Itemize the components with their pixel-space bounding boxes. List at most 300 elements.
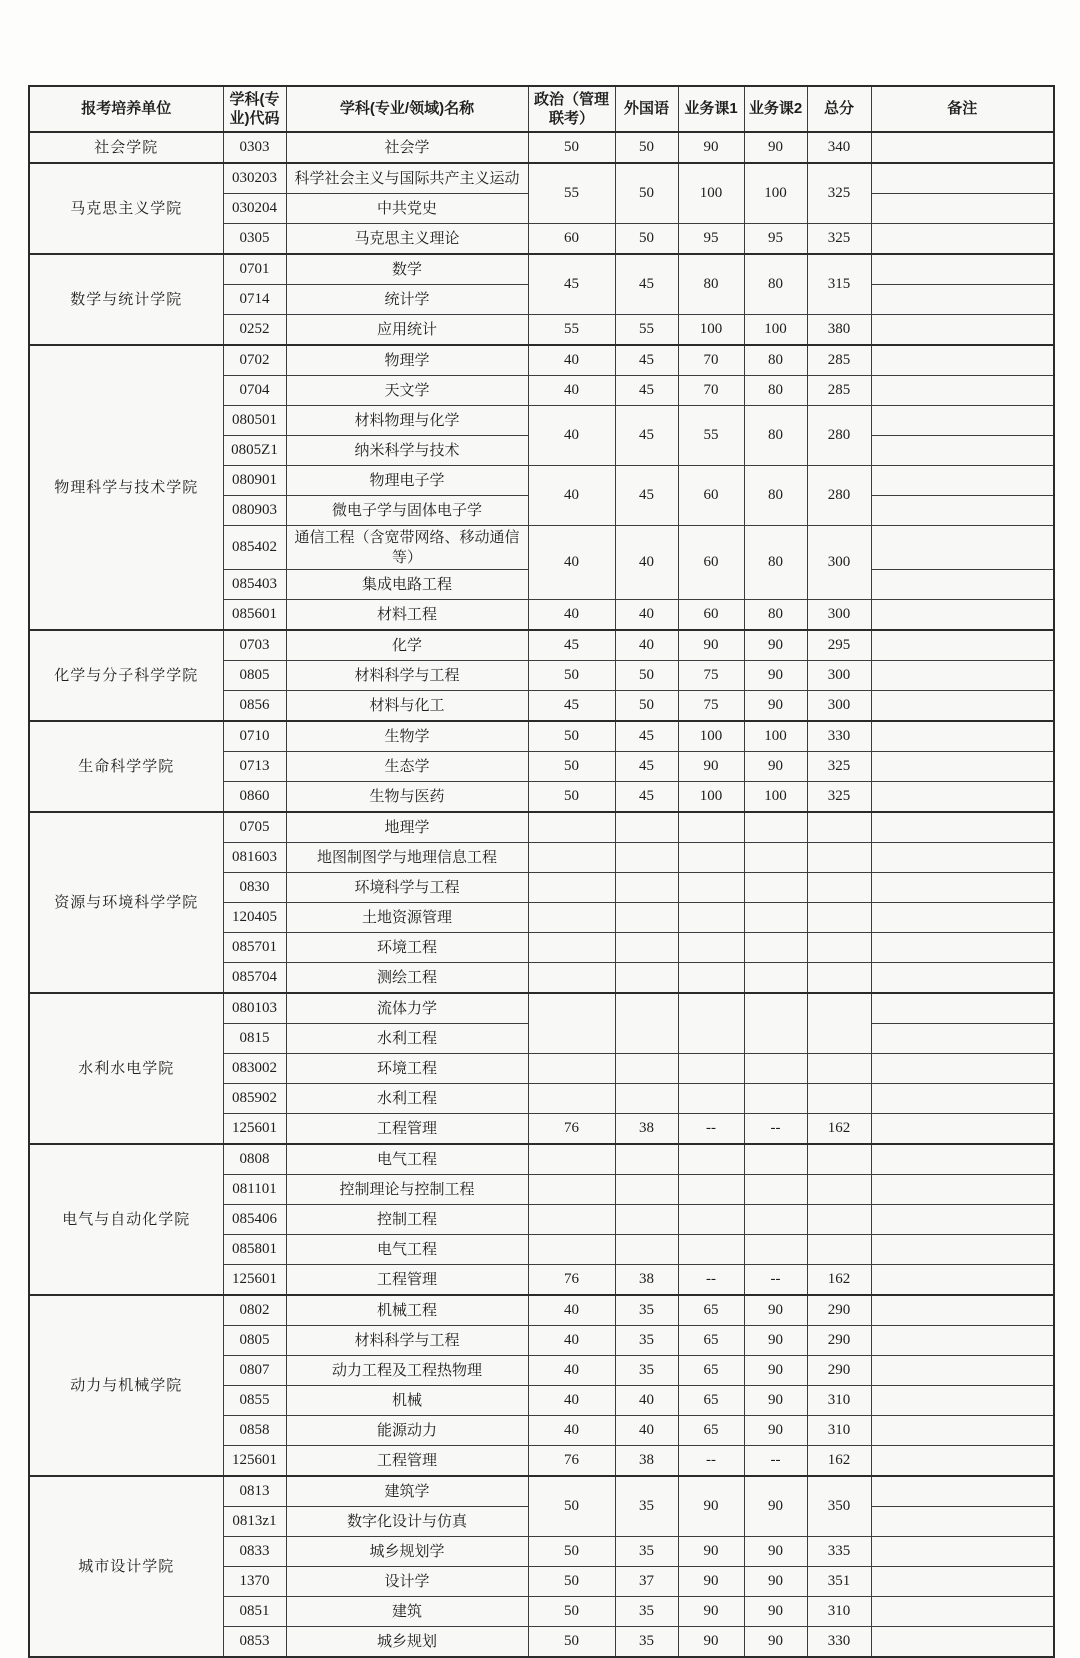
score-course2-cell: --	[744, 1446, 807, 1477]
remark-cell	[871, 1537, 1054, 1567]
score-total-cell	[807, 993, 871, 1054]
code-cell: 085801	[223, 1235, 286, 1265]
score-politics-cell: 55	[528, 163, 615, 224]
name-cell: 工程管理	[286, 1114, 528, 1145]
score-total-cell: 350	[807, 1476, 871, 1537]
score-foreign-cell: 35	[615, 1597, 678, 1627]
score-course2-cell: 90	[744, 1356, 807, 1386]
score-foreign-cell: 45	[615, 406, 678, 466]
name-cell: 材料物理与化学	[286, 406, 528, 436]
admission-score-table	[28, 85, 1055, 1658]
code-cell: 0858	[223, 1416, 286, 1446]
code-cell: 0860	[223, 782, 286, 813]
name-cell: 地图制图学与地理信息工程	[286, 843, 528, 873]
score-course1-cell: 90	[678, 630, 744, 661]
code-cell: 0833	[223, 1537, 286, 1567]
score-course1-cell: 90	[678, 1567, 744, 1597]
score-foreign-cell: 40	[615, 1416, 678, 1446]
score-total-cell	[807, 873, 871, 903]
score-course2-cell: 80	[744, 466, 807, 526]
name-cell: 材料科学与工程	[286, 661, 528, 691]
score-course1-cell: 70	[678, 345, 744, 376]
score-course1-cell: 90	[678, 1597, 744, 1627]
remark-cell	[871, 406, 1054, 436]
score-total-cell	[807, 903, 871, 933]
name-cell: 工程管理	[286, 1446, 528, 1477]
name-cell: 通信工程（含宽带网络、移动通信等）	[286, 526, 528, 570]
score-foreign-cell: 38	[615, 1114, 678, 1145]
header-foreign: 外国语	[615, 86, 678, 132]
score-foreign-cell: 35	[615, 1476, 678, 1537]
name-cell: 机械工程	[286, 1295, 528, 1326]
remark-cell	[871, 600, 1054, 631]
score-foreign-cell: 50	[615, 163, 678, 224]
score-politics-cell: 55	[528, 315, 615, 346]
score-course2-cell: 80	[744, 254, 807, 315]
score-foreign-cell: 55	[615, 315, 678, 346]
score-course2-cell	[744, 1175, 807, 1205]
code-cell: 0703	[223, 630, 286, 661]
remark-cell	[871, 1476, 1054, 1507]
name-cell: 微电子学与固体电子学	[286, 496, 528, 526]
score-total-cell: 300	[807, 691, 871, 722]
score-politics-cell: 50	[528, 661, 615, 691]
name-cell: 控制工程	[286, 1205, 528, 1235]
table-row	[29, 993, 1054, 1024]
score-course1-cell: 55	[678, 406, 744, 466]
remark-cell	[871, 466, 1054, 496]
header-name: 学科(专业/领域)名称	[286, 86, 528, 132]
score-total-cell: 310	[807, 1416, 871, 1446]
remark-cell	[871, 752, 1054, 782]
score-politics-cell	[528, 1054, 615, 1084]
score-course1-cell: 65	[678, 1295, 744, 1326]
name-cell: 土地资源管理	[286, 903, 528, 933]
remark-cell	[871, 1567, 1054, 1597]
score-politics-cell	[528, 812, 615, 843]
score-course1-cell: 60	[678, 466, 744, 526]
name-cell: 纳米科学与技术	[286, 436, 528, 466]
score-politics-cell	[528, 963, 615, 994]
table-row	[29, 254, 1054, 285]
header-course2: 业务课2	[744, 86, 807, 132]
code-cell: 0702	[223, 345, 286, 376]
name-cell: 社会学	[286, 132, 528, 163]
table-row	[29, 345, 1054, 376]
score-total-cell: 285	[807, 345, 871, 376]
code-cell: 030204	[223, 194, 286, 224]
remark-cell	[871, 254, 1054, 285]
score-course2-cell: 90	[744, 132, 807, 163]
score-course2-cell: 95	[744, 224, 807, 255]
score-politics-cell: 45	[528, 254, 615, 315]
score-total-cell: 325	[807, 163, 871, 224]
code-cell: 0252	[223, 315, 286, 346]
score-politics-cell	[528, 1144, 615, 1175]
code-cell: 0713	[223, 752, 286, 782]
score-total-cell: 162	[807, 1446, 871, 1477]
score-foreign-cell	[615, 1175, 678, 1205]
score-course1-cell	[678, 933, 744, 963]
score-course1-cell	[678, 1175, 744, 1205]
name-cell: 物理电子学	[286, 466, 528, 496]
table-row	[29, 163, 1054, 194]
name-cell: 机械	[286, 1386, 528, 1416]
remark-cell	[871, 1627, 1054, 1658]
score-total-cell: 335	[807, 1537, 871, 1567]
score-total-cell	[807, 1235, 871, 1265]
code-cell: 0853	[223, 1627, 286, 1658]
table-row	[29, 721, 1054, 752]
college-cell: 水利水电学院	[29, 993, 223, 1144]
code-cell: 0705	[223, 812, 286, 843]
name-cell: 生物学	[286, 721, 528, 752]
header-politics: 政治（管理联考）	[528, 86, 615, 132]
score-foreign-cell	[615, 933, 678, 963]
code-cell: 120405	[223, 903, 286, 933]
code-cell: 081101	[223, 1175, 286, 1205]
code-cell: 0851	[223, 1597, 286, 1627]
remark-cell	[871, 721, 1054, 752]
score-course2-cell	[744, 843, 807, 873]
score-foreign-cell	[615, 1205, 678, 1235]
remark-cell	[871, 436, 1054, 466]
name-cell: 环境工程	[286, 1054, 528, 1084]
score-foreign-cell: 45	[615, 376, 678, 406]
header-college: 报考培养单位	[29, 86, 223, 132]
code-cell: 0303	[223, 132, 286, 163]
code-cell: 125601	[223, 1114, 286, 1145]
score-politics-cell: 40	[528, 1295, 615, 1326]
remark-cell	[871, 630, 1054, 661]
score-foreign-cell: 35	[615, 1326, 678, 1356]
code-cell: 0802	[223, 1295, 286, 1326]
score-total-cell: 285	[807, 376, 871, 406]
score-foreign-cell: 35	[615, 1537, 678, 1567]
score-politics-cell	[528, 1084, 615, 1114]
code-cell: 085902	[223, 1084, 286, 1114]
score-total-cell	[807, 812, 871, 843]
table-row	[29, 812, 1054, 843]
score-foreign-cell: 45	[615, 466, 678, 526]
name-cell: 控制理论与控制工程	[286, 1175, 528, 1205]
name-cell: 数学	[286, 254, 528, 285]
college-cell: 资源与环境科学学院	[29, 812, 223, 993]
header-remark: 备注	[871, 86, 1054, 132]
remark-cell	[871, 903, 1054, 933]
score-foreign-cell: 38	[615, 1446, 678, 1477]
score-foreign-cell: 38	[615, 1265, 678, 1296]
score-course2-cell: 90	[744, 1295, 807, 1326]
remark-cell	[871, 570, 1054, 600]
name-cell: 统计学	[286, 285, 528, 315]
score-course2-cell: --	[744, 1265, 807, 1296]
code-cell: 0807	[223, 1356, 286, 1386]
score-politics-cell: 40	[528, 1356, 615, 1386]
header-course1: 业务课1	[678, 86, 744, 132]
score-politics-cell: 40	[528, 1326, 615, 1356]
score-total-cell: 290	[807, 1326, 871, 1356]
score-foreign-cell: 35	[615, 1627, 678, 1658]
name-cell: 化学	[286, 630, 528, 661]
score-total-cell	[807, 843, 871, 873]
name-cell: 集成电路工程	[286, 570, 528, 600]
score-politics-cell	[528, 1235, 615, 1265]
code-cell: 0710	[223, 721, 286, 752]
name-cell: 材料工程	[286, 600, 528, 631]
name-cell: 中共党史	[286, 194, 528, 224]
code-cell: 080103	[223, 993, 286, 1024]
score-politics-cell: 50	[528, 721, 615, 752]
score-course1-cell: 100	[678, 163, 744, 224]
name-cell: 生态学	[286, 752, 528, 782]
name-cell: 建筑	[286, 1597, 528, 1627]
score-course1-cell: 65	[678, 1386, 744, 1416]
score-course2-cell	[744, 873, 807, 903]
score-course1-cell: 100	[678, 315, 744, 346]
code-cell: 085403	[223, 570, 286, 600]
score-course2-cell: 80	[744, 526, 807, 600]
name-cell: 应用统计	[286, 315, 528, 346]
score-course1-cell: 100	[678, 782, 744, 813]
name-cell: 动力工程及工程热物理	[286, 1356, 528, 1386]
remark-cell	[871, 1386, 1054, 1416]
score-politics-cell: 40	[528, 1416, 615, 1446]
score-course1-cell: --	[678, 1265, 744, 1296]
score-total-cell	[807, 963, 871, 994]
score-politics-cell: 50	[528, 1597, 615, 1627]
header-total: 总分	[807, 86, 871, 132]
code-cell: 0714	[223, 285, 286, 315]
name-cell: 科学社会主义与国际共产主义运动	[286, 163, 528, 194]
remark-cell	[871, 376, 1054, 406]
score-politics-cell: 40	[528, 526, 615, 600]
score-course2-cell: 100	[744, 721, 807, 752]
name-cell: 地理学	[286, 812, 528, 843]
score-politics-cell	[528, 993, 615, 1054]
score-course2-cell: 90	[744, 1326, 807, 1356]
code-cell: 0830	[223, 873, 286, 903]
score-course1-cell: 90	[678, 1537, 744, 1567]
remark-cell	[871, 1175, 1054, 1205]
name-cell: 水利工程	[286, 1084, 528, 1114]
score-course1-cell: 65	[678, 1356, 744, 1386]
remark-cell	[871, 132, 1054, 163]
score-foreign-cell	[615, 1054, 678, 1084]
remark-cell	[871, 1356, 1054, 1386]
score-course2-cell	[744, 1144, 807, 1175]
score-course2-cell: 90	[744, 661, 807, 691]
remark-cell	[871, 285, 1054, 315]
score-course2-cell: --	[744, 1114, 807, 1145]
name-cell: 天文学	[286, 376, 528, 406]
code-cell: 083002	[223, 1054, 286, 1084]
score-politics-cell	[528, 1175, 615, 1205]
remark-cell	[871, 1235, 1054, 1265]
name-cell: 设计学	[286, 1567, 528, 1597]
table-row	[29, 132, 1054, 163]
code-cell: 125601	[223, 1446, 286, 1477]
score-foreign-cell	[615, 963, 678, 994]
score-course1-cell: 90	[678, 1476, 744, 1537]
code-cell: 085402	[223, 526, 286, 570]
score-foreign-cell: 37	[615, 1567, 678, 1597]
score-foreign-cell: 35	[615, 1356, 678, 1386]
score-course1-cell	[678, 873, 744, 903]
score-foreign-cell	[615, 1235, 678, 1265]
code-cell: 0856	[223, 691, 286, 722]
score-course2-cell: 80	[744, 345, 807, 376]
name-cell: 环境科学与工程	[286, 873, 528, 903]
score-total-cell: 280	[807, 406, 871, 466]
score-course1-cell: 95	[678, 224, 744, 255]
score-politics-cell: 50	[528, 752, 615, 782]
code-cell: 0701	[223, 254, 286, 285]
score-course1-cell	[678, 1205, 744, 1235]
remark-cell	[871, 1295, 1054, 1326]
code-cell: 085601	[223, 600, 286, 631]
name-cell: 生物与医药	[286, 782, 528, 813]
score-politics-cell: 76	[528, 1446, 615, 1477]
score-total-cell: 315	[807, 254, 871, 315]
code-cell: 0805	[223, 1326, 286, 1356]
name-cell: 城乡规划学	[286, 1537, 528, 1567]
remark-cell	[871, 812, 1054, 843]
table-row	[29, 630, 1054, 661]
score-foreign-cell: 40	[615, 630, 678, 661]
score-foreign-cell	[615, 1084, 678, 1114]
score-politics-cell: 50	[528, 1627, 615, 1658]
score-course2-cell: 90	[744, 1627, 807, 1658]
code-cell: 0855	[223, 1386, 286, 1416]
score-course1-cell	[678, 812, 744, 843]
name-cell: 城乡规划	[286, 1627, 528, 1658]
score-total-cell: 290	[807, 1295, 871, 1326]
score-total-cell: 280	[807, 466, 871, 526]
score-total-cell: 310	[807, 1597, 871, 1627]
score-total-cell: 351	[807, 1567, 871, 1597]
remark-cell	[871, 993, 1054, 1024]
score-foreign-cell: 50	[615, 661, 678, 691]
score-course1-cell	[678, 993, 744, 1054]
score-foreign-cell: 45	[615, 782, 678, 813]
score-politics-cell	[528, 903, 615, 933]
name-cell: 建筑学	[286, 1476, 528, 1507]
score-course2-cell: 90	[744, 1386, 807, 1416]
score-politics-cell	[528, 873, 615, 903]
score-total-cell: 310	[807, 1386, 871, 1416]
score-course1-cell: 65	[678, 1326, 744, 1356]
score-course2-cell: 90	[744, 630, 807, 661]
score-course2-cell	[744, 1054, 807, 1084]
remark-cell	[871, 933, 1054, 963]
remark-cell	[871, 526, 1054, 570]
code-cell: 080501	[223, 406, 286, 436]
score-course1-cell: 90	[678, 752, 744, 782]
score-total-cell: 340	[807, 132, 871, 163]
score-foreign-cell	[615, 812, 678, 843]
college-cell: 化学与分子科学学院	[29, 630, 223, 721]
name-cell: 数字化设计与仿真	[286, 1507, 528, 1537]
code-cell: 125601	[223, 1265, 286, 1296]
score-course2-cell	[744, 1205, 807, 1235]
score-course1-cell: 100	[678, 721, 744, 752]
score-course1-cell	[678, 1144, 744, 1175]
name-cell: 马克思主义理论	[286, 224, 528, 255]
header-code: 学科(专业)代码	[223, 86, 286, 132]
code-cell: 0813	[223, 1476, 286, 1507]
score-total-cell: 380	[807, 315, 871, 346]
remark-cell	[871, 1144, 1054, 1175]
table-row	[29, 1295, 1054, 1326]
score-course2-cell: 80	[744, 406, 807, 466]
score-course2-cell	[744, 812, 807, 843]
score-total-cell	[807, 1205, 871, 1235]
code-cell: 085701	[223, 933, 286, 963]
score-total-cell: 325	[807, 752, 871, 782]
college-cell: 电气与自动化学院	[29, 1144, 223, 1295]
table-header	[29, 86, 1054, 132]
college-cell: 生命科学学院	[29, 721, 223, 812]
score-foreign-cell: 35	[615, 1295, 678, 1326]
score-politics-cell: 40	[528, 1386, 615, 1416]
score-total-cell: 325	[807, 782, 871, 813]
score-politics-cell	[528, 933, 615, 963]
score-politics-cell: 45	[528, 630, 615, 661]
remark-cell	[871, 1416, 1054, 1446]
score-foreign-cell: 40	[615, 600, 678, 631]
score-total-cell	[807, 1054, 871, 1084]
score-course2-cell: 100	[744, 163, 807, 224]
score-total-cell: 300	[807, 661, 871, 691]
code-cell: 0704	[223, 376, 286, 406]
score-politics-cell	[528, 1205, 615, 1235]
score-foreign-cell: 50	[615, 224, 678, 255]
score-course1-cell: 60	[678, 600, 744, 631]
remark-cell	[871, 873, 1054, 903]
score-politics-cell: 40	[528, 406, 615, 466]
remark-cell	[871, 691, 1054, 722]
score-total-cell	[807, 933, 871, 963]
code-cell: 0805	[223, 661, 286, 691]
college-cell: 动力与机械学院	[29, 1295, 223, 1476]
name-cell: 电气工程	[286, 1144, 528, 1175]
score-politics-cell: 40	[528, 376, 615, 406]
college-cell: 物理科学与技术学院	[29, 345, 223, 630]
score-politics-cell: 76	[528, 1265, 615, 1296]
name-cell: 物理学	[286, 345, 528, 376]
score-foreign-cell	[615, 993, 678, 1054]
name-cell: 工程管理	[286, 1265, 528, 1296]
score-foreign-cell: 50	[615, 132, 678, 163]
score-politics-cell: 50	[528, 782, 615, 813]
score-politics-cell	[528, 843, 615, 873]
remark-cell	[871, 496, 1054, 526]
name-cell: 材料与化工	[286, 691, 528, 722]
score-course1-cell	[678, 843, 744, 873]
score-total-cell: 325	[807, 224, 871, 255]
score-course1-cell: 65	[678, 1416, 744, 1446]
code-cell: 081603	[223, 843, 286, 873]
score-total-cell: 162	[807, 1265, 871, 1296]
remark-cell	[871, 661, 1054, 691]
score-politics-cell: 50	[528, 1476, 615, 1537]
score-course1-cell: --	[678, 1114, 744, 1145]
score-politics-cell: 40	[528, 345, 615, 376]
score-politics-cell: 50	[528, 1567, 615, 1597]
score-course2-cell: 90	[744, 691, 807, 722]
score-total-cell	[807, 1084, 871, 1114]
